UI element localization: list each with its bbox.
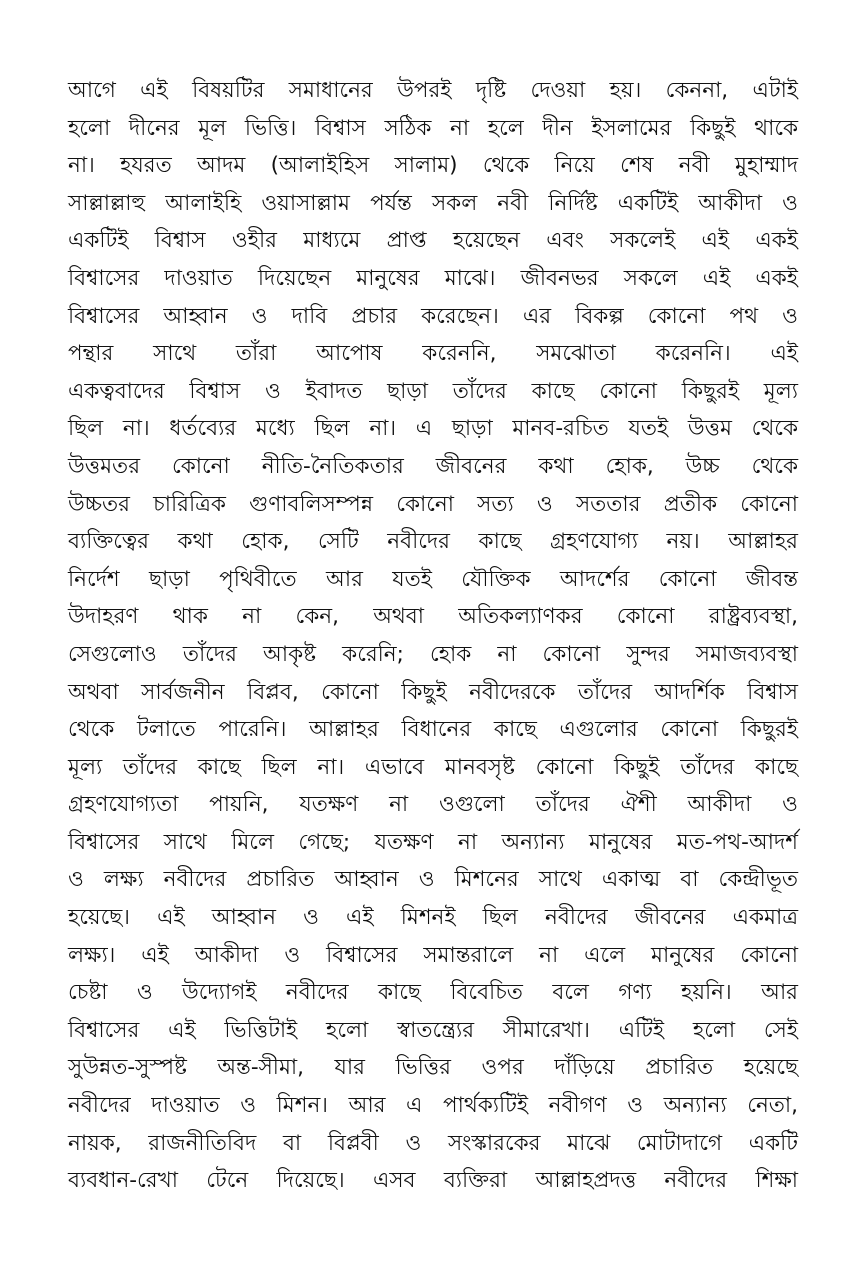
text-line-20: গ্রহণযোগ্যতা পায়নি, যতক্ষণ না ওগুলো তাঁদের ঐশী আকীদা ও [68, 792, 798, 818]
text-line-1: আগে এই বিষয়টির সমাধানের উপরই দৃষ্টি দেওয়া হয়। কেননা, এটাই [68, 78, 798, 103]
text-line-18: থেকে টলাতে পারেনি। আল্লাহর বিধানের কাছে এগুলোর কোনো কিছুরই [68, 717, 798, 743]
text-line-16: সেগুলোও তাঁদের আকৃষ্ট করেনি; হোক না কোনো সুন্দর সমাজব্যবস্থা [68, 641, 798, 667]
text-line-5: একটিই বিশ্বাস ওহীর মাধ্যমে প্রাপ্ত হয়েছেন এবং সকলেই এই একই [68, 228, 798, 254]
text-line-26: বিশ্বাসের এই ভিত্তিটাই হলো স্বাতন্ত্র্যের সীমারেখা। এটিই হলো সেই [68, 1017, 798, 1043]
text-line-21: বিশ্বাসের সাথে মিলে গেছে; যতক্ষণ না অন্যান্য মানুষের মত-পথ-আদর্শ [68, 829, 798, 855]
text-line-11: উত্তমতর কোনো নীতি-নৈতিকতার জীবনের কথা হোক, উচ্চ থেকে [68, 453, 798, 479]
text-line-14: নির্দেশ ছাড়া পৃথিবীতে আর যতই যৌক্তিক আদর্শের কোনো জীবন্ত [68, 566, 798, 592]
text-line-23: হয়েছে। এই আহ্বান ও এই মিশনই ছিল নবীদের জীবনের একমাত্র [68, 905, 798, 931]
text-line-8: পন্থার সাথে তাঁরা আপোষ করেননি, সমঝোতা করেননি। এই [68, 341, 798, 367]
body-paragraph [68, 72, 798, 1200]
text-line-25: চেষ্টা ও উদ্যোগই নবীদের কাছে বিবেচিত বলে গণ্য হয়নি। আর [68, 980, 798, 1006]
text-line-9: একত্ববাদের বিশ্বাস ও ইবাদত ছাড়া তাঁদের কাছে কোনো কিছুরই মূল্য [68, 378, 798, 404]
text-line-12: উচ্চতর চারিত্রিক গুণাবলিসম্পন্ন কোনো সত্য ও সততার প্রতীক কোনো [68, 491, 798, 517]
text-line-30: ব্যবধান-রেখা টেনে দিয়েছে। এসব ব্যক্তিরা আল্লাহপ্রদত্ত নবীদের শিক্ষা [68, 1168, 798, 1194]
text-line-19: মূল্য তাঁদের কাছে ছিল না। এভাবে মানবসৃষ্ট কোনো কিছুই তাঁদের কাছে [68, 754, 798, 780]
text-line-24: লক্ষ্য। এই আকীদা ও বিশ্বাসের সমান্তরালে না এলে মানুষের কোনো [68, 942, 798, 968]
text-line-2: হলো দীনের মূল ভিত্তি। বিশ্বাস সঠিক না হলে দীন ইসলামের কিছুই থাকে [68, 115, 798, 141]
text-line-7: বিশ্বাসের আহ্বান ও দাবি প্রচার করেছেন। এর বিকল্প কোনো পথ ও [68, 303, 798, 329]
text-line-22: ও লক্ষ্য নবীদের প্রচারিত আহ্বান ও মিশনের সাথে একাত্ম বা কেন্দ্রীভূত [68, 867, 798, 893]
text-line-15: উদাহরণ থাক না কেন, অথবা অতিকল্যাণকর কোনো রাষ্ট্রব্যবস্থা, [68, 604, 798, 630]
text-line-27: সুউন্নত-সুস্পষ্ট অন্ত-সীমা, যার ভিত্তির ওপর দাঁড়িয়ে প্রচারিত হয়েছে [68, 1055, 798, 1081]
text-line-17: অথবা সার্বজনীন বিপ্লব, কোনো কিছুই নবীদেরকে তাঁদের আদর্শিক বিশ্বাস [68, 679, 798, 705]
text-line-29: নায়ক, রাজনীতিবিদ বা বিপ্লবী ও সংস্কারকের মাঝে মোটাদাগে একটি [68, 1130, 798, 1156]
text-line-13: ব্যক্তিত্বের কথা হোক, সেটি নবীদের কাছে গ্রহণযোগ্য নয়। আল্লাহর [68, 529, 798, 555]
text-line-10: ছিল না। ধর্তব্যের মধ্যে ছিল না। এ ছাড়া মানব-রচিত যতই উত্তম থেকে [68, 416, 798, 442]
text-line-6: বিশ্বাসের দাওয়াত দিয়েছেন মানুষের মাঝে। জীবনভর সকলে এই একই [68, 265, 798, 291]
text-line-28: নবীদের দাওয়াত ও মিশন। আর এ পার্থক্যটিই নবীগণ ও অন্যান্য নেতা, [68, 1093, 798, 1119]
text-line-4: সাল্লাল্লাহু আলাইহি ওয়াসাল্লাম পর্যন্ত সকল নবী নির্দিষ্ট একটিই আকীদা ও [68, 190, 798, 216]
text-line-3: না। হযরত আদম (আলাইহিস সালাম) থেকে নিয়ে শেষ নবী মুহাম্মাদ [68, 153, 798, 179]
